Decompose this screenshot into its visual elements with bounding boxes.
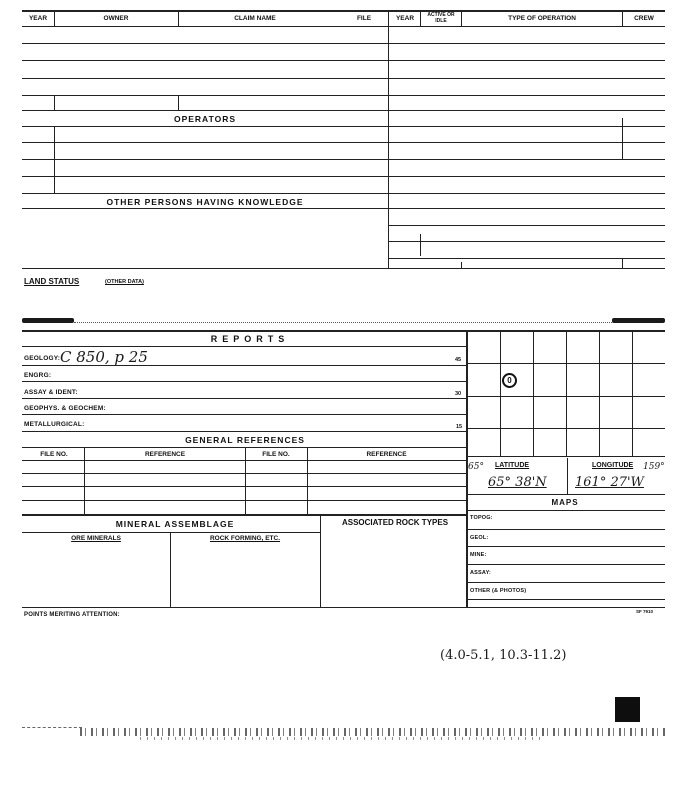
header-claim-name: CLAIM NAME xyxy=(234,15,276,22)
longitude-label: LONGITUDE xyxy=(592,462,634,469)
longitude-value: 161° 27'W xyxy=(575,475,644,490)
land-status-label: LAND STATUS xyxy=(24,277,80,286)
land-status-sub: (OTHER DATA) xyxy=(105,279,144,285)
header-active-or-idle: ACTIVE OR IDLE xyxy=(427,12,455,24)
maps-geol: GEOL: xyxy=(470,535,489,541)
reports-title: REPORTS xyxy=(210,334,290,344)
maps-assay: ASSAY: xyxy=(470,570,492,576)
rock-forming-header: ROCK FORMING, ETC. xyxy=(209,535,281,542)
ore-minerals-header: ORE MINERALS xyxy=(71,535,121,542)
scan-smudge-right xyxy=(612,318,665,323)
scan-noise-band xyxy=(80,728,665,736)
report-number-metallurgical: 15 xyxy=(456,424,463,430)
latitude-value: 65° 38'N xyxy=(488,475,547,490)
ref-header-file-no-1: FILE NO. xyxy=(40,451,68,458)
operators-heading: OPERATORS xyxy=(173,114,237,124)
header-crew: CREW xyxy=(634,15,654,22)
maps-topog: TOPOG: xyxy=(470,515,493,521)
points-meriting-attention: POINTS MERITING ATTENTION: xyxy=(24,612,120,618)
general-references-title: GENERAL REFERENCES xyxy=(185,435,305,445)
report-label-geophys: GEOPHYS. & GEOCHEM: xyxy=(24,405,106,412)
mineral-assemblage-title: MINERAL ASSEMBLAGE xyxy=(115,519,235,529)
maps-title: MAPS xyxy=(551,498,579,507)
ref-header-reference-1: REFERENCE xyxy=(144,451,186,458)
scan-block xyxy=(615,697,640,722)
location-marker: 0 xyxy=(502,373,517,388)
latitude-label: LATITUDE xyxy=(495,462,530,469)
ref-header-file-no-2: FILE NO. xyxy=(262,451,290,458)
associated-rock-types: ASSOCIATED ROCK TYPES xyxy=(341,518,449,527)
scan-smudge-left xyxy=(22,318,74,323)
handwritten-note: (4.0-5.1, 10.3-11.2) xyxy=(440,648,567,663)
header-owner: OWNER xyxy=(103,15,129,22)
ref-header-reference-2: REFERENCE xyxy=(366,451,407,458)
lon-suffix: 159° xyxy=(643,462,665,472)
header-type-of-operation: TYPE OF OPERATION xyxy=(508,15,576,22)
maps-other: OTHER (& PHOTOS) xyxy=(470,588,527,594)
other-persons-heading: OTHER PERSONS HAVING KNOWLEDGE xyxy=(106,197,304,207)
lat-prefix: 65° xyxy=(468,462,484,472)
report-label-geology: GEOLOGY: xyxy=(24,355,61,362)
header-file: FILE xyxy=(356,15,372,22)
report-label-metallurgical: METALLURGICAL: xyxy=(24,421,85,428)
form-number: SF 7910 xyxy=(636,609,654,614)
report-number-geology: 45 xyxy=(455,357,462,363)
report-value-geology: C 850, p 25 xyxy=(60,348,148,366)
header-year: YEAR xyxy=(28,15,48,22)
maps-mine: MINE: xyxy=(470,552,487,558)
report-number-assay: 30 xyxy=(455,391,462,397)
report-label-engrg: ENGRG: xyxy=(24,372,52,379)
report-label-assay: ASSAY & IDENT: xyxy=(24,389,78,396)
header-year-2: YEAR xyxy=(395,15,415,22)
